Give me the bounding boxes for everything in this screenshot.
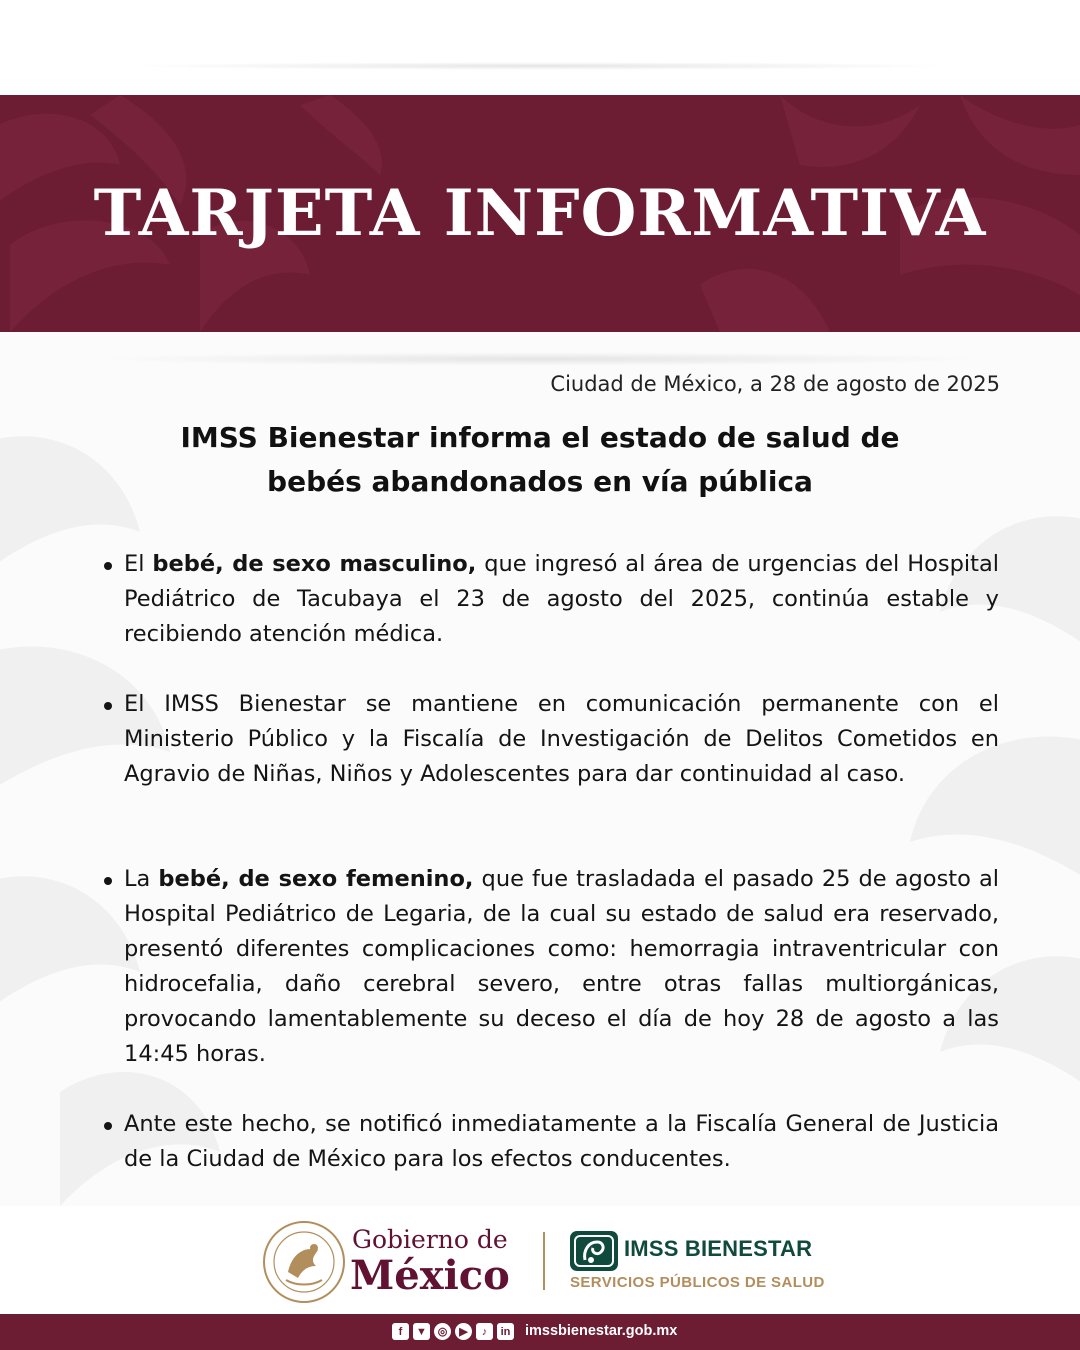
facebook-icon[interactable]: f [392, 1323, 409, 1340]
youtube-play-icon[interactable]: ▶ [455, 1323, 472, 1340]
bullet-item [124, 862, 999, 1072]
banner-shadow [90, 352, 990, 366]
tiktok-icon[interactable]: ♪ [476, 1323, 493, 1340]
bullet-item [124, 547, 999, 652]
date-line: Ciudad de México, a 28 de agosto de 2025 [550, 372, 1000, 396]
bullet-text: Ante este hecho, se notificó inmediatamente a la Fiscalía General de Justicia de la Ciudad de México para los efectos conducentes. [124, 1111, 999, 1172]
bullet-text: que ingresó al área de urgencias del Hospital Pediátrico de Tacubaya el 23 de agosto del 2025, continúa estable y recibiendo atención médica. [124, 551, 1000, 647]
linkedin-icon[interactable]: in [497, 1323, 514, 1340]
bullet-text: El [124, 551, 153, 577]
gobierno-logo-line-2: México [350, 1252, 510, 1299]
bullet-item [124, 1107, 999, 1177]
logo-divider [543, 1232, 545, 1290]
imss-logo-icon [569, 1230, 619, 1272]
imss-logo-title: IMSS BIENESTAR [624, 1236, 813, 1261]
bullet-text: que fue trasladada el pasado 25 de agosto al Hospital Pediátrico de Legaria, de la cual su estado de salud era reservado, presentó diferentes complicaciones como: hemorragia intraventricular con hidrocefalia, daño cerebral severo, entre otras fallas multiorgánicas, provocando lamentablemente su deceso el día de hoy 28 de agosto a las 14:45 horas. [124, 866, 999, 1067]
bullet-item [124, 687, 999, 792]
bullet-text: El IMSS Bienestar se mantiene en comunicación permanente con el Ministerio Público y la Fiscalía de Investigación de Delitos Cometidos en Agravio de Niñas, Niños y Adolescentes para dar continuidad al caso. [124, 691, 999, 787]
bullet-emphasis: bebé, de sexo femenino, [158, 866, 474, 892]
bullet-emphasis: bebé, de sexo masculino, [152, 551, 477, 577]
top-shadow [120, 62, 960, 70]
headline [130, 416, 950, 504]
website-link[interactable]: imssbienestar.gob.mx [525, 1323, 678, 1339]
instagram-icon[interactable]: ◎ [434, 1323, 451, 1340]
youtube-icon[interactable]: ▼ [413, 1323, 430, 1340]
headline-line-2: bebés abandonados en vía pública [267, 465, 813, 498]
top-margin [0, 0, 1080, 95]
headline-line-1: IMSS Bienestar informa el estado de salud de [180, 421, 900, 454]
header-banner [0, 95, 1080, 332]
national-seal-icon [262, 1220, 346, 1304]
bullet-text: La [124, 866, 159, 892]
imss-logo-subtitle: SERVICIOS PÚBLICOS DE SALUD [570, 1274, 825, 1291]
footer-logos [0, 1206, 1080, 1314]
banner-title: TARJETA INFORMATIVA [93, 176, 987, 251]
gobierno-logo-line-1: Gobierno de [352, 1225, 508, 1254]
social-icons [392, 1323, 514, 1340]
